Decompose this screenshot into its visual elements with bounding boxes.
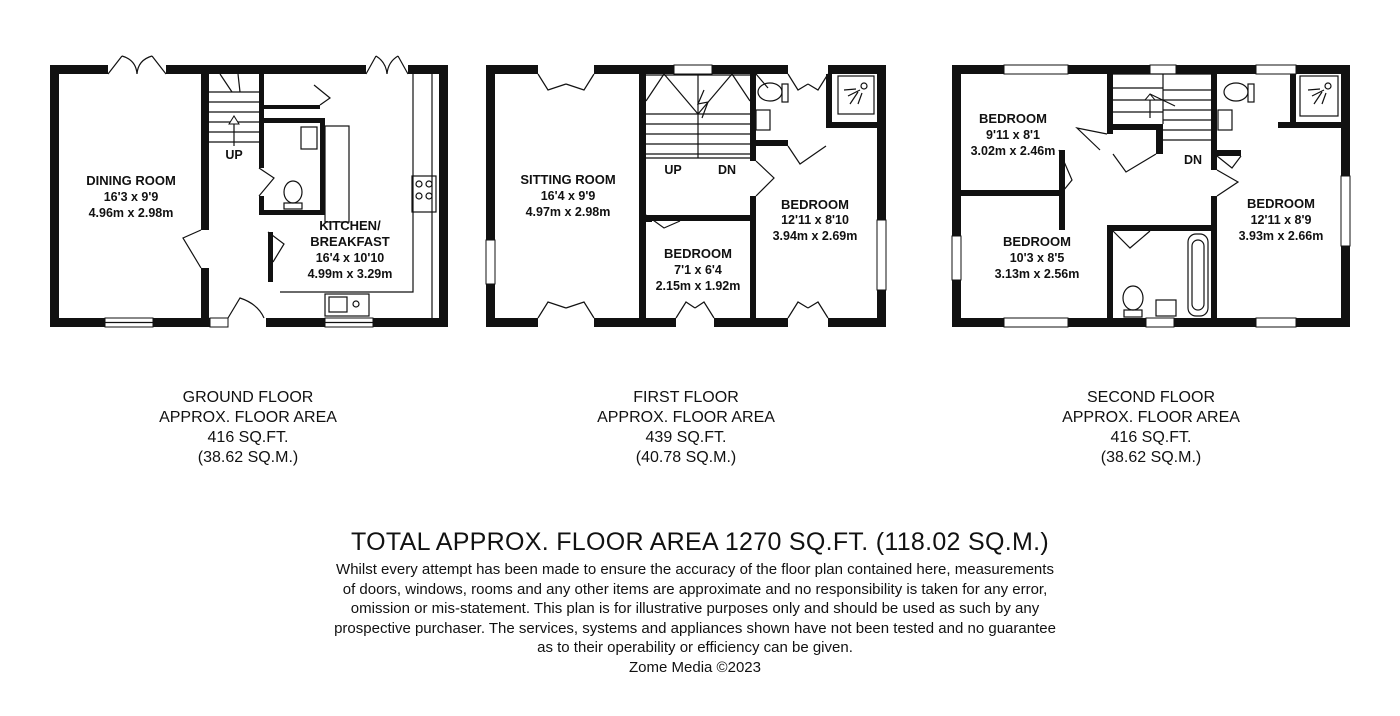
gf-toilet: [284, 181, 302, 203]
caption-line: 439 SQ.FT.: [645, 429, 727, 446]
gf-kitchen-name-1: KITCHEN/: [319, 218, 381, 233]
ff-bedroom2-imperial: 7'1 x 6'4: [674, 263, 722, 277]
ground-floor-plan: [50, 56, 448, 328]
sf-bedroom3-imperial: 12'11 x 8'9: [1250, 213, 1312, 227]
sf-bedroom1-metric: 3.02m x 2.46m: [970, 144, 1056, 158]
ff-sitting-room-metric: 4.97m x 2.98m: [525, 205, 611, 219]
sf-bedroom1-imperial: 9'11 x 8'1: [986, 128, 1040, 142]
caption-line: GROUND FLOOR: [182, 389, 314, 406]
gf-kitchen-island: [325, 126, 349, 222]
sf-bathtub: [1188, 234, 1208, 316]
gf-dining-room-imperial: 16'3 x 9'9: [103, 190, 159, 204]
second-floor-plan: [952, 65, 1350, 327]
gf-kitchen-imperial: 16'4 x 10'10: [315, 251, 385, 265]
credit: Zome Media ©2023: [629, 658, 761, 676]
sf-bedroom2-name: BEDROOM: [1003, 234, 1071, 249]
sf-bedroom2-metric: 3.13m x 2.56m: [994, 267, 1080, 281]
ff-bedroom2-metric: 2.15m x 1.92m: [655, 279, 741, 293]
ff-stair-down-label: DN: [717, 163, 737, 177]
gf-front-door-gap: [228, 317, 266, 328]
gf-staircase: [209, 74, 259, 146]
caption-line: APPROX. FLOOR AREA: [159, 409, 337, 426]
first-floor-plan: [486, 64, 886, 328]
ff-sitting-room-imperial: 16'4 x 9'9: [540, 189, 596, 203]
caption-line: (38.62 SQ.M.): [197, 449, 299, 466]
caption-line: SECOND FLOOR: [1086, 389, 1215, 406]
ff-bedroom1-name: BEDROOM: [781, 197, 849, 212]
ff-basin: [756, 110, 770, 130]
sf-bedroom3-name: BEDROOM: [1247, 196, 1315, 211]
gf-dining-room-name: DINING ROOM: [86, 173, 176, 188]
gf-kitchen-name-2: BREAKFAST: [310, 234, 390, 249]
caption-line: (38.62 SQ.M.): [1100, 449, 1202, 466]
ff-bedroom1-imperial: 12'11 x 8'10: [781, 213, 849, 227]
ff-toilet: [758, 83, 782, 101]
sf-bedroom2-imperial: 10'3 x 8'5: [1009, 251, 1065, 265]
disclaimer-line: Whilst every attempt has been made to ensure the accuracy of the floor plan contained here, measurements: [336, 561, 1054, 578]
ff-stair-up-label: UP: [664, 163, 682, 177]
ff-wall-left: [486, 65, 495, 327]
second-floor-caption: [1031, 388, 1271, 468]
ff-bedroom1-metric: 3.94m x 2.69m: [772, 229, 858, 243]
sf-bedroom1-window: [1004, 65, 1068, 74]
caption-line: FIRST FLOOR: [633, 389, 739, 406]
gf-basin: [301, 127, 317, 149]
gf-kitchen-metric: 4.99m x 3.29m: [307, 267, 393, 281]
caption-line: 416 SQ.FT.: [1110, 429, 1192, 446]
sf-toilet: [1123, 286, 1143, 310]
ff-sitting-window: [486, 240, 495, 284]
gf-wall-left: [50, 65, 59, 327]
ff-staircase: [646, 74, 750, 158]
sf-wall-left: [952, 65, 961, 327]
first-floor-caption: [566, 388, 806, 468]
caption-line: APPROX. FLOOR AREA: [597, 409, 775, 426]
ff-bedroom2-name: BEDROOM: [664, 246, 732, 261]
disclaimer: [300, 560, 1090, 677]
disclaimer-line: as to their operability or efficiency can be given.: [537, 639, 853, 656]
sf-bedroom3-metric: 3.93m x 2.66m: [1238, 229, 1324, 243]
sf-bedroom1-name: BEDROOM: [979, 111, 1047, 126]
gf-stair-up-label: UP: [225, 148, 243, 162]
ff-sitting-room-name: SITTING ROOM: [520, 172, 616, 187]
caption-line: (40.78 SQ.M.): [635, 449, 737, 466]
sf-basin: [1156, 300, 1176, 316]
gf-wall-dining-hall: [201, 65, 209, 230]
caption-line: APPROX. FLOOR AREA: [1062, 409, 1240, 426]
sf-stair-down-label: DN: [1183, 153, 1203, 167]
caption-line: 416 SQ.FT.: [207, 429, 289, 446]
ground-floor-caption: [128, 388, 368, 468]
ff-bedroom-side-window: [877, 220, 886, 290]
disclaimer-line: prospective purchaser. The services, systems and appliances shown have not been tested and no guarantee: [334, 619, 1056, 637]
gf-wall-right: [439, 65, 448, 327]
total-floor-area: TOTAL APPROX. FLOOR AREA 1270 SQ.FT. (118.02 SQ.M.): [351, 528, 1049, 556]
disclaimer-line: omission or mis-statement. This plan is for illustrative purposes only and should be used as such by any: [350, 600, 1040, 617]
disclaimer-line: of doors, windows, rooms and any other items are approximate and no responsibility is taken for any error,: [342, 580, 1048, 598]
sf-ensuite-toilet: [1224, 83, 1248, 101]
gf-dining-room-metric: 4.96m x 2.98m: [88, 206, 174, 220]
